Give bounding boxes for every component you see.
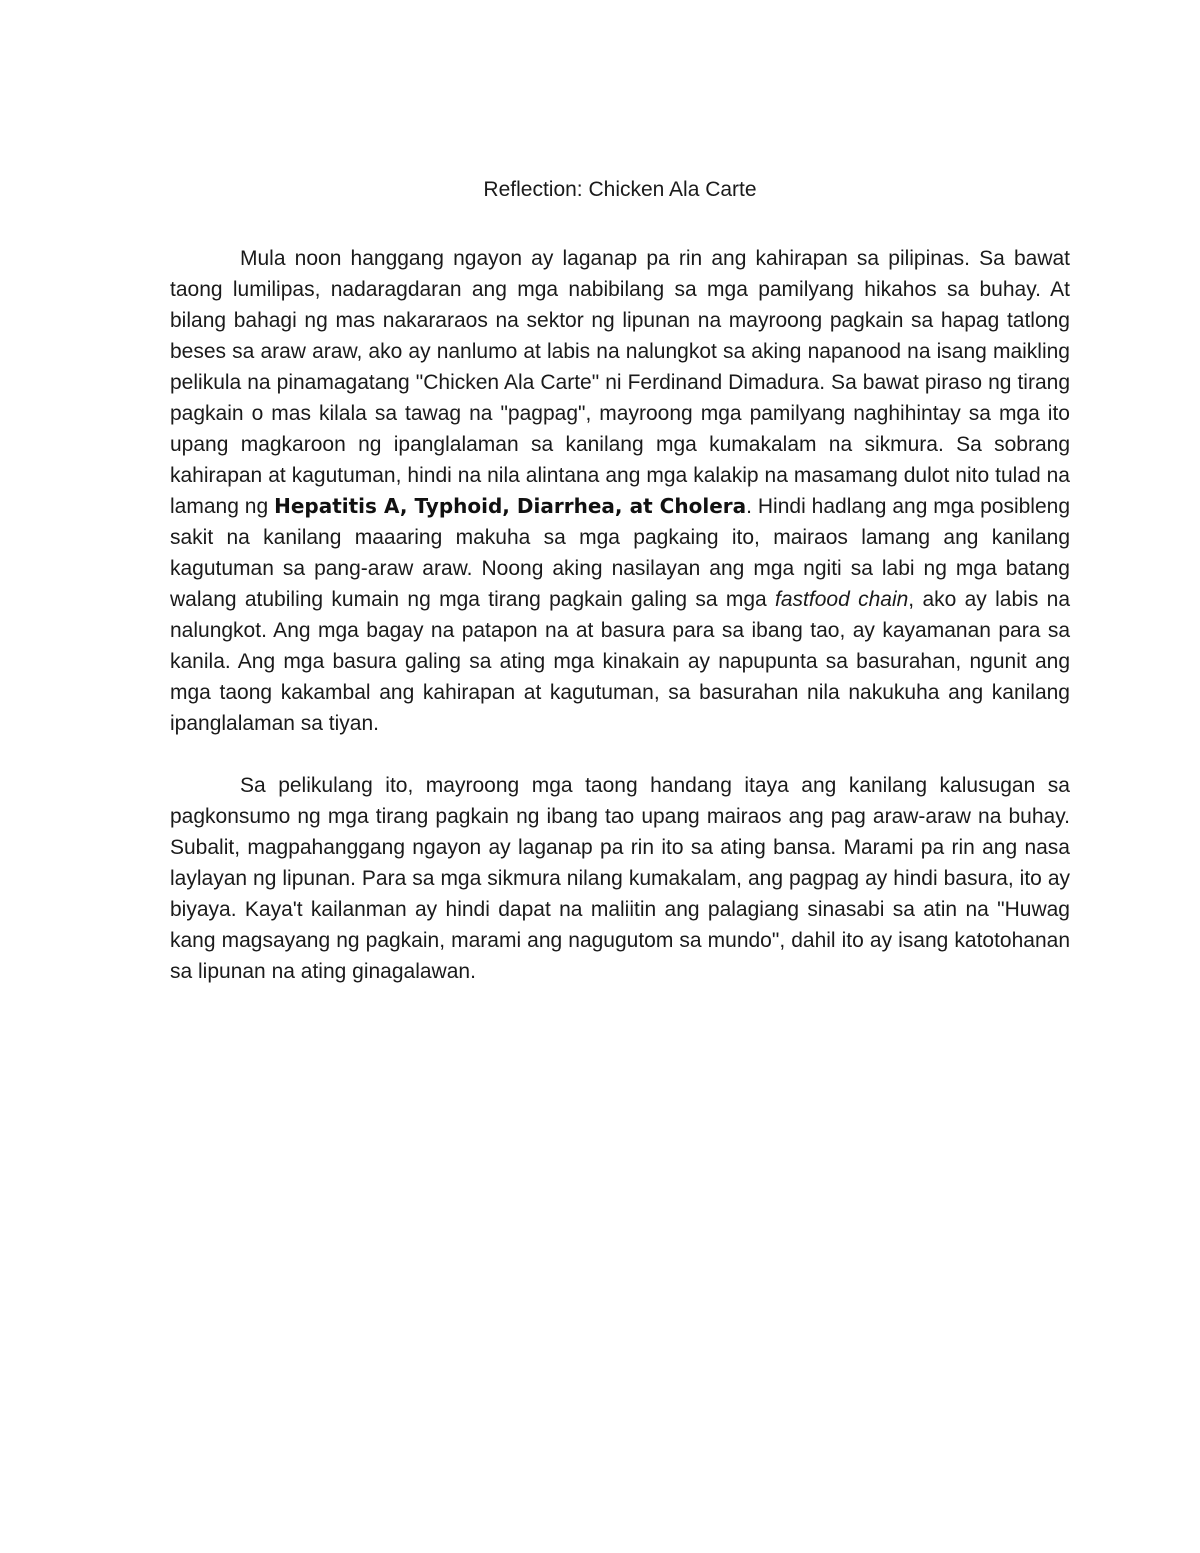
italic-term: fastfood chain: [775, 588, 909, 611]
paragraph-1-text-c: , ako ay labis na nalungkot. Ang mga bagay na patapon na at basura para sa ibang tao, ay kayamanan para sa kanila. Ang mga basura galing sa ating mga kinakain ay napupunta sa basurahan, ngunit ang mga taong kakambal ang kahirapan at kagutuman, sa basurahan nila nakukuha ang kanilang ipanglalaman sa tiyan.: [170, 588, 1070, 735]
document-title: Reflection: Chicken Ala Carte: [483, 178, 757, 201]
paragraph-1-text-b: . Hindi hadlang ang mga posibleng sakit na kanilang maaaring makuha sa mga pagkaing ito, mairaos lamang ang kanilang kagutuman sa pang-araw araw. Noong aking nasilayan ang mga ngiti sa labi ng mga batang walang atubiling kumain ng mga tirang pagkain galing sa mga: [170, 495, 1070, 611]
disease-list: Hepatitis A, Typhoid, Diarrhea, at Cholera: [274, 494, 747, 518]
paragraph-2: Sa pelikulang ito, mayroong mga taong handang itaya ang kanilang kalusugan sa pagkonsumo ng mga tirang pagkain ng ibang tao upang mairaos ang pag araw-araw na buhay. Subalit, magpahanggang ngayon ay laganap pa rin ito sa ating bansa. Marami pa rin ang nasa laylayan ng lipunan. Para sa mga sikmura nilang kumakalam, ang pagpag ay hindi basura, ito ay biyaya. Kaya't kailanman ay hindi dapat na maliitin ang palagiang sinasabi sa atin na "Huwag kang magsayang ng pagkain, marami ang nagugutom sa mundo", dahil ito ay isang katotohanan sa lipunan na ating ginagalawan.: [170, 774, 1070, 983]
document-body: [170, 243, 1070, 987]
paragraph-1: [170, 243, 1070, 739]
paragraph-1-text-a: Mula noon hanggang ngayon ay laganap pa rin ang kahirapan sa pilipinas. Sa bawat taong lumilipas, nadaragdaran ang mga nabibilang sa mga pamilyang hikahos sa buhay. At bilang bahagi ng mas nakararaos na sektor ng lipunan na mayroong pagkain sa hapag tatlong beses sa araw araw, ako ay nanlumo at labis na nalungkot sa aking napanood na isang maikling pelikula na pinamagatang "Chicken Ala Carte" ni Ferdinand Dimadura. Sa bawat piraso ng tirang pagkain o mas kilala sa tawag na "pagpag", mayroong mga pamilyang naghihintay sa mga ito upang magkaroon ng ipanglalaman sa kanilang mga kumakalam na sikmura. Sa sobrang kahirapan at kagutuman, hindi na nila alintana ang mga kalakip na masamang dulot nito tulad na lamang ng: [170, 247, 1070, 518]
